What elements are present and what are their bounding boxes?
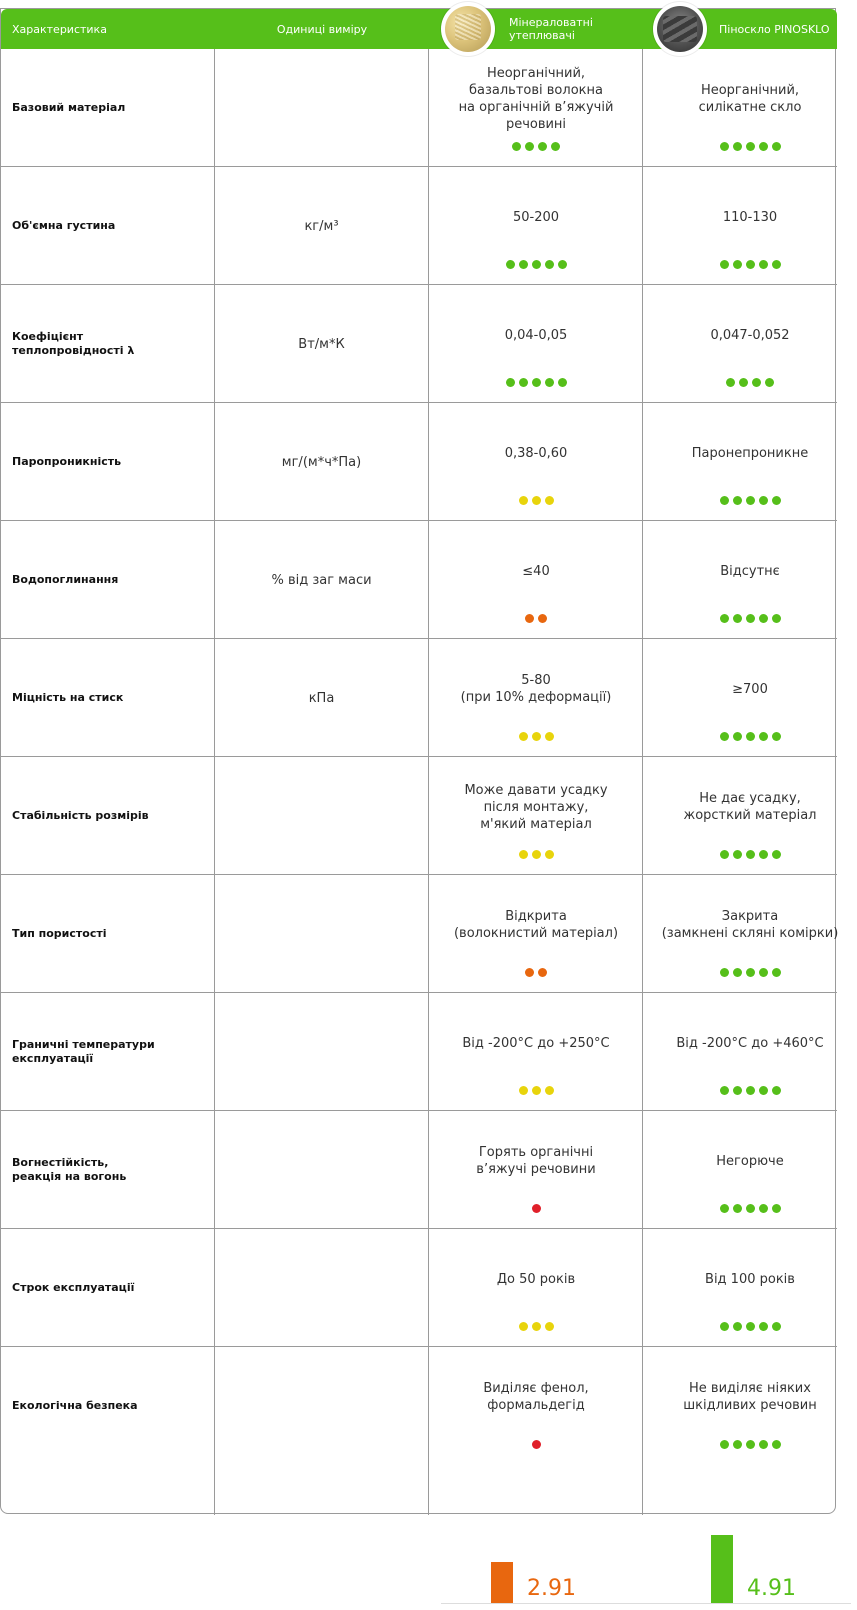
foam-glass-rating	[643, 968, 857, 977]
rating-dot	[772, 968, 781, 977]
header-foam-glass: Піноскло PINOSKLO	[719, 22, 830, 36]
header-characteristic: Характеристика	[12, 22, 107, 36]
characteristic-label: Стабільність розмірів	[12, 809, 149, 822]
table-row	[1, 403, 837, 521]
rating-dot	[545, 496, 554, 505]
mineral-wool-rating	[429, 614, 643, 623]
foam-glass-value: Від -200°С до +460°С	[676, 1035, 824, 1051]
rating-dot	[772, 1204, 781, 1213]
rating-dot	[558, 260, 567, 269]
mineral-wool-value: 0,38-0,60	[504, 445, 568, 461]
rating-dot	[720, 850, 729, 859]
foam-glass-score-bar	[711, 1535, 733, 1603]
rating-dot	[720, 1440, 729, 1449]
unit-value: кг/м³	[304, 218, 339, 234]
rating-dot	[720, 142, 729, 151]
rating-dot	[720, 496, 729, 505]
score-baseline	[441, 1603, 851, 1604]
rating-dot	[733, 1322, 742, 1331]
foam-glass-cell	[643, 521, 857, 639]
rating-dot	[519, 260, 528, 269]
foam-glass-cell	[643, 875, 857, 993]
rating-dot	[545, 260, 554, 269]
rating-dot	[532, 1204, 541, 1213]
rating-dot	[759, 496, 768, 505]
rating-dot	[720, 1322, 729, 1331]
foam-glass-rating	[643, 260, 857, 269]
rating-dot	[525, 968, 534, 977]
comparison-table	[0, 8, 839, 1514]
foam-glass-rating	[643, 1440, 857, 1449]
table-row	[1, 167, 837, 285]
rating-dot	[519, 1322, 528, 1331]
rating-dot	[746, 1086, 755, 1095]
mineral-wool-cell	[429, 49, 643, 167]
mineral-wool-value: Горять органічні в’яжучі речовини	[476, 1145, 596, 1177]
rating-dot	[759, 1322, 768, 1331]
rating-dot	[519, 732, 528, 741]
rating-dot	[519, 850, 528, 859]
mineral-wool-value: 50-200	[512, 209, 560, 225]
mineral-wool-value: Може давати усадку після монтажу, м'який матеріал	[464, 782, 608, 832]
unit-value	[215, 875, 428, 993]
characteristic-label: Строк експлуатації	[12, 1281, 135, 1294]
mineral-wool-rating	[429, 850, 643, 859]
rating-dot	[532, 1086, 541, 1095]
unit-value	[215, 49, 428, 167]
mineral-wool-value: Від -200°С до +250°С	[462, 1035, 610, 1051]
foam-glass-value: Не виділяє ніяких шкідливих речовин	[683, 1381, 817, 1413]
rating-dot	[772, 142, 781, 151]
unit-value: % від заг маси	[271, 572, 372, 588]
foam-glass-rating	[643, 1086, 857, 1095]
rating-dot	[739, 378, 748, 387]
mineral-wool-value: До 50 років	[496, 1271, 576, 1287]
table-row	[1, 521, 837, 639]
rating-dot	[746, 142, 755, 151]
rating-dot	[772, 732, 781, 741]
rating-dot	[752, 378, 761, 387]
foam-glass-value: Не дає усадку, жорсткий матеріал	[683, 791, 817, 823]
foam-glass-value: Паронепроникне	[691, 445, 809, 461]
unit-value	[215, 993, 428, 1111]
rating-dot	[545, 1086, 554, 1095]
mineral-wool-rating	[429, 378, 643, 387]
characteristic-label: Тип пористості	[12, 927, 107, 940]
mineral-wool-value: Відкрита (волокнистий матеріал)	[453, 909, 619, 941]
rating-dot	[772, 850, 781, 859]
rating-dot	[720, 732, 729, 741]
rating-dot	[506, 378, 515, 387]
foam-glass-rating	[643, 850, 857, 859]
foam-glass-cell	[643, 1111, 857, 1229]
rating-dot	[733, 496, 742, 505]
table-row	[1, 1229, 837, 1347]
mineral-wool-cell	[429, 993, 643, 1111]
foam-glass-sample-image	[653, 2, 707, 56]
rating-dot	[759, 1086, 768, 1095]
rating-dot	[532, 1322, 541, 1331]
rating-dot	[746, 968, 755, 977]
foam-glass-cell	[643, 167, 857, 285]
foam-glass-cell	[643, 49, 857, 167]
mineral-wool-score-bar	[491, 1562, 513, 1603]
table-header	[1, 9, 837, 49]
characteristic-label: Паропроникність	[12, 455, 122, 468]
foam-glass-value: 0,047-0,052	[710, 327, 790, 343]
rating-dot	[538, 968, 547, 977]
rating-dot	[733, 614, 742, 623]
mineral-wool-rating	[429, 1204, 643, 1213]
foam-glass-cell	[643, 403, 857, 521]
foam-glass-rating	[643, 142, 857, 151]
mineral-wool-value: 5-80 (при 10% деформації)	[460, 673, 612, 705]
foam-glass-rating	[643, 496, 857, 505]
table-row	[1, 993, 837, 1111]
mineral-wool-cell	[429, 167, 643, 285]
rating-dot	[545, 1322, 554, 1331]
rating-dot	[759, 614, 768, 623]
mineral-wool-cell	[429, 1111, 643, 1229]
foam-glass-value: Негорюче	[716, 1153, 784, 1169]
rating-dot	[532, 850, 541, 859]
foam-glass-cell	[643, 757, 857, 875]
rating-dot	[733, 260, 742, 269]
rating-dot	[772, 1086, 781, 1095]
rating-dot	[720, 260, 729, 269]
rating-dot	[506, 260, 515, 269]
rating-dot	[746, 1204, 755, 1213]
foam-glass-value: Закрита (замкнені скляні комірки)	[661, 909, 839, 941]
characteristic-label: Коефіцієнт теплопровідності λ	[12, 330, 135, 357]
rating-dot	[720, 968, 729, 977]
rating-dot	[532, 1440, 541, 1449]
rating-dot	[551, 142, 560, 151]
characteristic-label: Базовий матеріал	[12, 101, 126, 114]
rating-dot	[746, 732, 755, 741]
rating-dot	[733, 1204, 742, 1213]
rating-dot	[726, 378, 735, 387]
mineral-wool-value: 0,04-0,05	[504, 327, 568, 343]
mineral-wool-value: Виділяє фенол, формальдегід	[483, 1381, 589, 1413]
unit-value: мг/(м*ч*Па)	[281, 454, 362, 470]
mineral-wool-score: 2.91	[527, 1576, 576, 1601]
mineral-wool-cell	[429, 285, 643, 403]
rating-dot	[519, 496, 528, 505]
mineral-wool-cell	[429, 757, 643, 875]
foam-glass-rating	[643, 732, 857, 741]
rating-dot	[746, 1440, 755, 1449]
rating-dot	[733, 850, 742, 859]
mineral-wool-rating	[429, 1440, 643, 1449]
foam-glass-cell	[643, 993, 857, 1111]
mineral-wool-rating	[429, 732, 643, 741]
rating-dot	[532, 496, 541, 505]
foam-glass-value: 110-130	[722, 209, 778, 225]
rating-dot	[746, 614, 755, 623]
rating-dot	[772, 1322, 781, 1331]
mineral-wool-sample-image	[441, 2, 495, 56]
table-row	[1, 757, 837, 875]
foam-glass-rating	[643, 614, 857, 623]
mineral-wool-cell	[429, 521, 643, 639]
rating-dot	[759, 1204, 768, 1213]
mineral-wool-rating	[429, 496, 643, 505]
foam-glass-value: Відсутнє	[720, 563, 780, 579]
mineral-wool-value: Неорганічний, базальтові волокна на органічній в’яжучій речовині	[458, 66, 614, 132]
mineral-wool-value: ≤40	[522, 563, 550, 579]
rating-dot	[772, 496, 781, 505]
rating-dot	[733, 142, 742, 151]
table-row	[1, 875, 837, 993]
rating-dot	[733, 1086, 742, 1095]
mineral-wool-rating	[429, 1322, 643, 1331]
mineral-wool-cell	[429, 875, 643, 993]
mineral-wool-cell	[429, 1347, 643, 1465]
foam-glass-value: Неорганічний, силікатне скло	[698, 83, 802, 115]
mineral-wool-rating	[429, 1086, 643, 1095]
foam-glass-cell	[643, 1229, 857, 1347]
mineral-wool-rating	[429, 968, 643, 977]
foam-glass-value: Від 100 років	[705, 1271, 795, 1287]
table-row	[1, 1111, 837, 1229]
rating-dot	[538, 614, 547, 623]
rating-dot	[746, 496, 755, 505]
rating-dot	[532, 260, 541, 269]
rating-dot	[545, 850, 554, 859]
rating-dot	[545, 732, 554, 741]
unit-value	[215, 1111, 428, 1229]
rating-dot	[733, 968, 742, 977]
mineral-wool-cell	[429, 1229, 643, 1347]
rating-dot	[525, 142, 534, 151]
characteristic-label: Міцність на стиск	[12, 691, 124, 704]
characteristic-label: Екологічна безпека	[12, 1399, 138, 1412]
characteristic-label: Водопоглинання	[12, 573, 119, 586]
rating-dot	[512, 142, 521, 151]
rating-dot	[759, 968, 768, 977]
characteristic-label: Граничні температури експлуатації	[12, 1038, 155, 1065]
rating-dot	[772, 614, 781, 623]
rating-dot	[759, 1440, 768, 1449]
foam-glass-cell	[643, 285, 857, 403]
rating-dot	[733, 1440, 742, 1449]
unit-value	[215, 1229, 428, 1347]
table-row	[1, 639, 837, 757]
rating-dot	[525, 614, 534, 623]
rating-dot	[720, 614, 729, 623]
rating-dot	[772, 1440, 781, 1449]
foam-glass-cell	[643, 639, 857, 757]
rating-dot	[759, 850, 768, 859]
rating-dot	[759, 142, 768, 151]
rating-dot	[720, 1086, 729, 1095]
characteristic-label: Об'ємна густина	[12, 219, 116, 232]
mineral-wool-rating	[429, 142, 643, 151]
rating-dot	[746, 850, 755, 859]
foam-glass-value: ≥700	[732, 681, 768, 697]
unit-value	[215, 1347, 428, 1465]
unit-value	[215, 757, 428, 875]
unit-value: Вт/м*К	[298, 336, 345, 352]
table-row	[1, 285, 837, 403]
foam-glass-rating	[643, 1204, 857, 1213]
characteristic-label: Вогнестійкість, реакція на вогонь	[12, 1156, 127, 1183]
unit-value: кПа	[308, 690, 335, 706]
mineral-wool-cell	[429, 403, 643, 521]
mineral-wool-cell	[429, 639, 643, 757]
header-units: Одиниці виміру	[276, 22, 368, 36]
rating-dot	[765, 378, 774, 387]
foam-glass-cell	[643, 1347, 857, 1465]
rating-dot	[772, 260, 781, 269]
rating-dot	[538, 142, 547, 151]
rating-dot	[532, 378, 541, 387]
foam-glass-rating	[643, 1322, 857, 1331]
foam-glass-score: 4.91	[747, 1576, 796, 1601]
rating-dot	[759, 260, 768, 269]
rating-dot	[532, 732, 541, 741]
rating-dot	[746, 1322, 755, 1331]
header-mineral-wool: Мінераловатні утеплювачі	[509, 16, 593, 42]
rating-dot	[545, 378, 554, 387]
rating-dot	[519, 1086, 528, 1095]
rating-dot	[759, 732, 768, 741]
rating-dot	[519, 378, 528, 387]
mineral-wool-rating	[429, 260, 643, 269]
rating-dot	[746, 260, 755, 269]
foam-glass-rating	[643, 378, 857, 387]
table-row	[1, 49, 837, 167]
rating-dot	[720, 1204, 729, 1213]
table-row	[1, 1347, 837, 1465]
rating-dot	[733, 732, 742, 741]
rating-dot	[558, 378, 567, 387]
